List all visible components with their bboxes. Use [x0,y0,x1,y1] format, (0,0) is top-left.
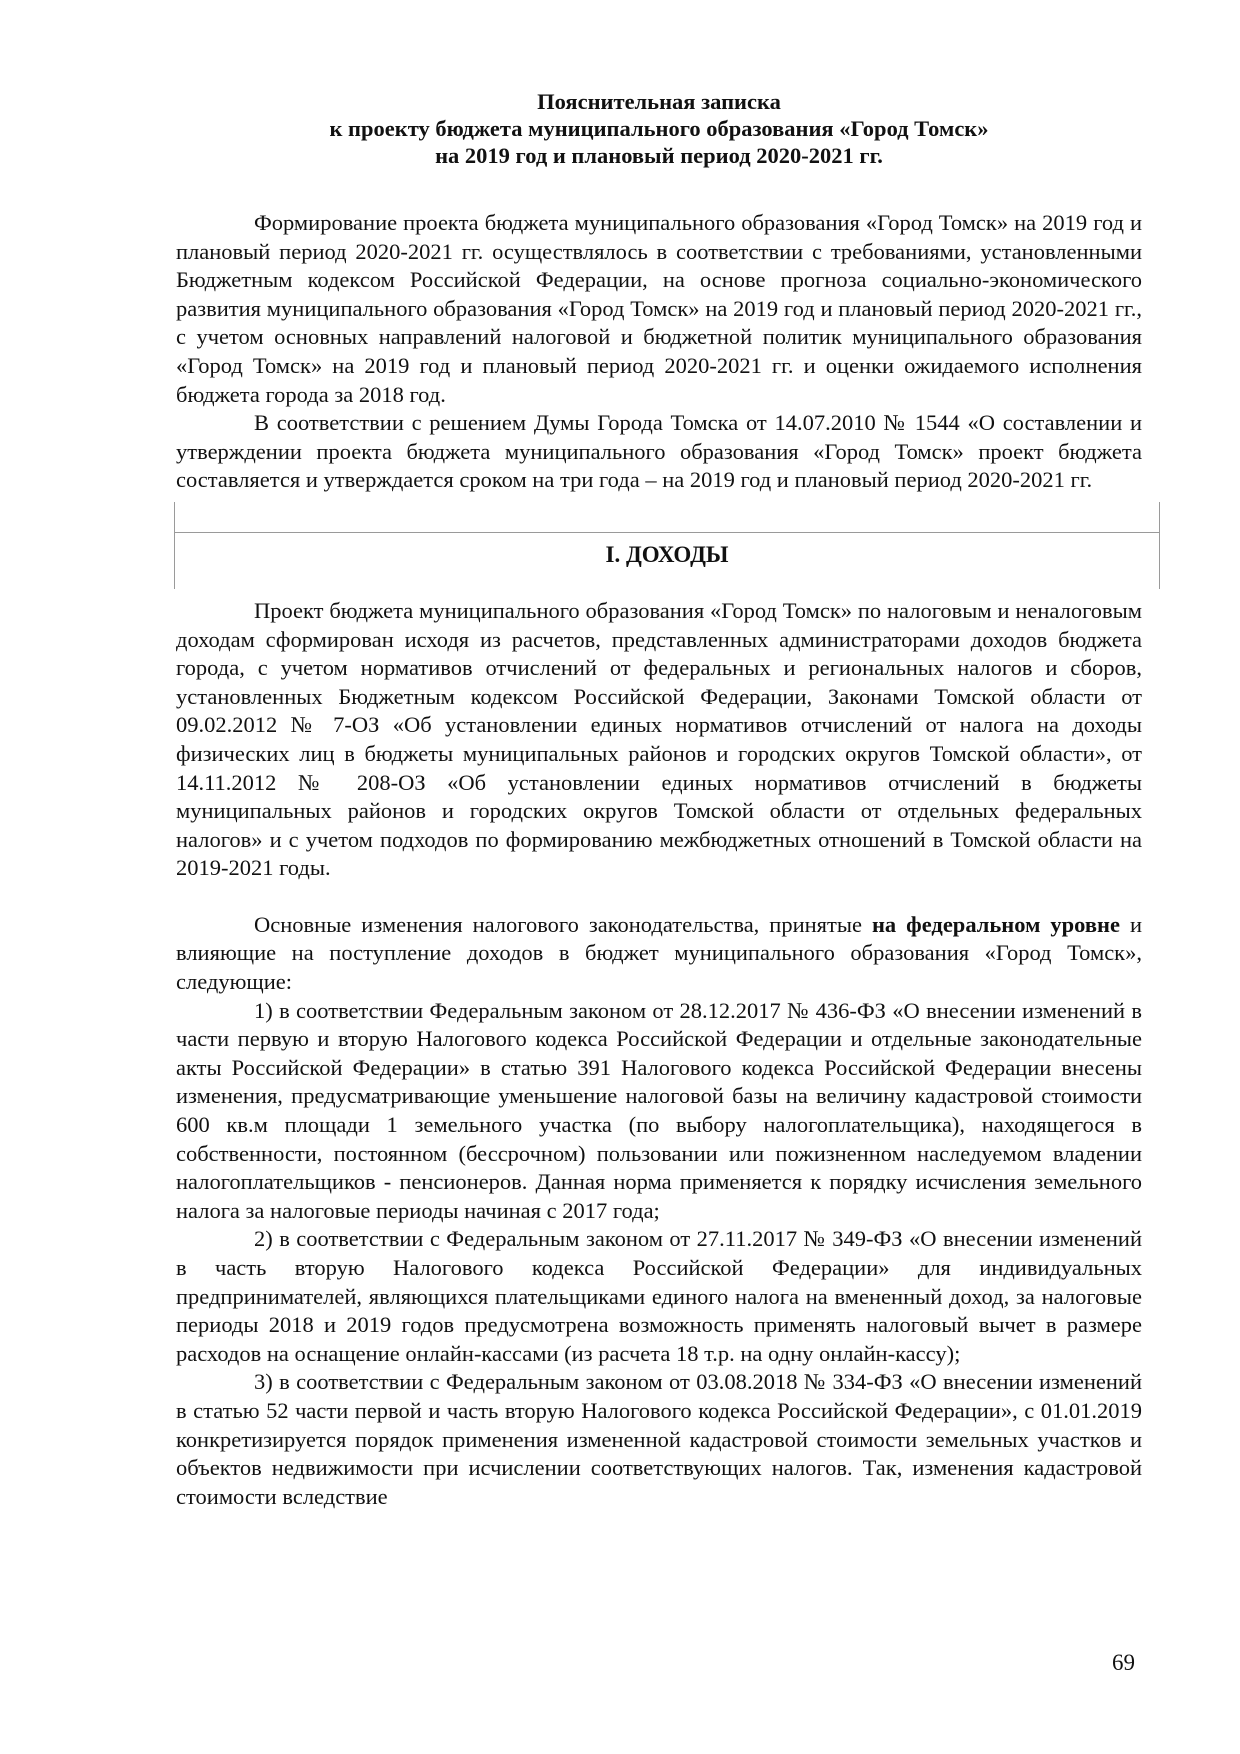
income-paragraph-2-start: Основные изменения налогового законодательства, принятые [254,911,872,937]
heading-line-2: к проекту бюджета муниципального образования «Город Томск» [329,116,989,141]
intro-paragraph-1: Формирование проекта бюджета муниципального образования «Город Томск» на 2019 год и плановый период 2020-2021 гг. осуществлялось в соответствии с требованиями, установленными Бюджетным кодексом Российской Федерации, на основе прогноза социально-экономического развития муниципального образования «Город Томск» на 2019 год и плановый период 2020-2021 гг., с учетом основных направлений налоговой и бюджетной политик муниципального образования «Город Томск» на 2019 год и плановый период 2020-2021 гг. и оценки ожидаемого исполнения бюджета города за 2018 год. [176,210,1142,407]
intro-paragraph-2: В соответствии с решением Думы Города Томска от 14.07.2010 № 1544 «О составлении и утверждении проекта бюджета муниципального образования «Город Томск» проект бюджета составляется и утверждается сроком на три года – на 2019 год и плановый период 2020-2021 гг. [176,410,1142,493]
section-box-top-line [174,532,1160,533]
income-paragraph-1: Проект бюджета муниципального образования «Город Томск» по налоговым и неналоговым доходам сформирован исходя из расчетов, представленных администраторами доходов бюджета города, с учетом нормативов отчислений от федеральных и региональных налогов и сборов, установленных Бюджетным кодексом Российской Федерации, Законами Томской области от 09.02.2012 № 7-ОЗ «Об установлении единых нормативов отчислений от налога на доходы физических лиц в бюджеты муниципальных районов и городских округов Томской области», от 14.11.2012 № 208-ОЗ «Об установлении единых нормативов отчислений в бюджеты муниципальных районов и городских округов Томской области от отдельных федеральных налогов» и с учетом подходов по формированию межбюджетных отношений в Томской области на 2019-2021 годы. [176,597,1142,881]
list-item-2: 2) в соответствии с Федеральным законом от 27.11.2017 № 349-ФЗ «О внесении изменений в часть вторую Налогового кодекса Российской Федерации» для индивидуальных предпринимателей, являющихся плательщиками единого налога на вмененный доход, за налоговые периоды 2018 и 2019 годов предусмотрена возможность применять налоговый вычет в размере расходов на оснащение онлайн-кассами (из расчета 18 т.р. на одну онлайн-кассу); [176,1226,1142,1366]
section-header-box [174,502,1160,589]
income-paragraph-2-end: и влияющие на поступление доходов в бюджет муниципального образования «Город Томск», следующие: [176,911,1142,995]
document-heading [176,88,1142,169]
heading-line-3: на 2019 год и плановый период 2020-2021 гг. [435,143,883,168]
page-number: 69 [1112,1650,1135,1675]
document-page [176,88,1142,1511]
list-item-3: 3) в соответствии с Федеральным законом от 03.08.2018 № 334-ФЗ «О внесении изменений в статью 52 части первой и часть вторую Налогового кодекса Российской Федерации», с 01.01.2019 конкретизируется порядок применения измененной кадастровой стоимости земельных участков и объектов недвижимости при исчислении соответствующих налогов. Так, изменения кадастровой стоимости вследствие [176,1369,1142,1509]
section-title: I. ДОХОДЫ [605,541,729,567]
income-paragraph-2 [176,911,1142,997]
income-paragraph-2-bold: на федеральном уровне [871,911,1120,937]
list-item-1: 1) в соответствии Федеральным законом от 28.12.2017 № 436-ФЗ «О внесении изменений в части первую и вторую Налогового кодекса Российской Федерации и отдельные законодательные акты Российской Федерации» в статью 391 Налогового кодекса Российской Федерации внесены изменения, предусматривающие уменьшение налоговой базы на величину кадастровой стоимости 600 кв.м площади 1 земельного участка (по выбору налогоплательщика), находящегося в собственности, постоянном (бессрочном) пользовании или пожизненном наследуемом владении налогоплательщиков - пенсионеров. Данная норма применяется к порядку исчисления земельного налога за налоговые периоды начиная с 2017 года; [176,997,1142,1223]
heading-line-1: Пояснительная записка [537,89,781,114]
